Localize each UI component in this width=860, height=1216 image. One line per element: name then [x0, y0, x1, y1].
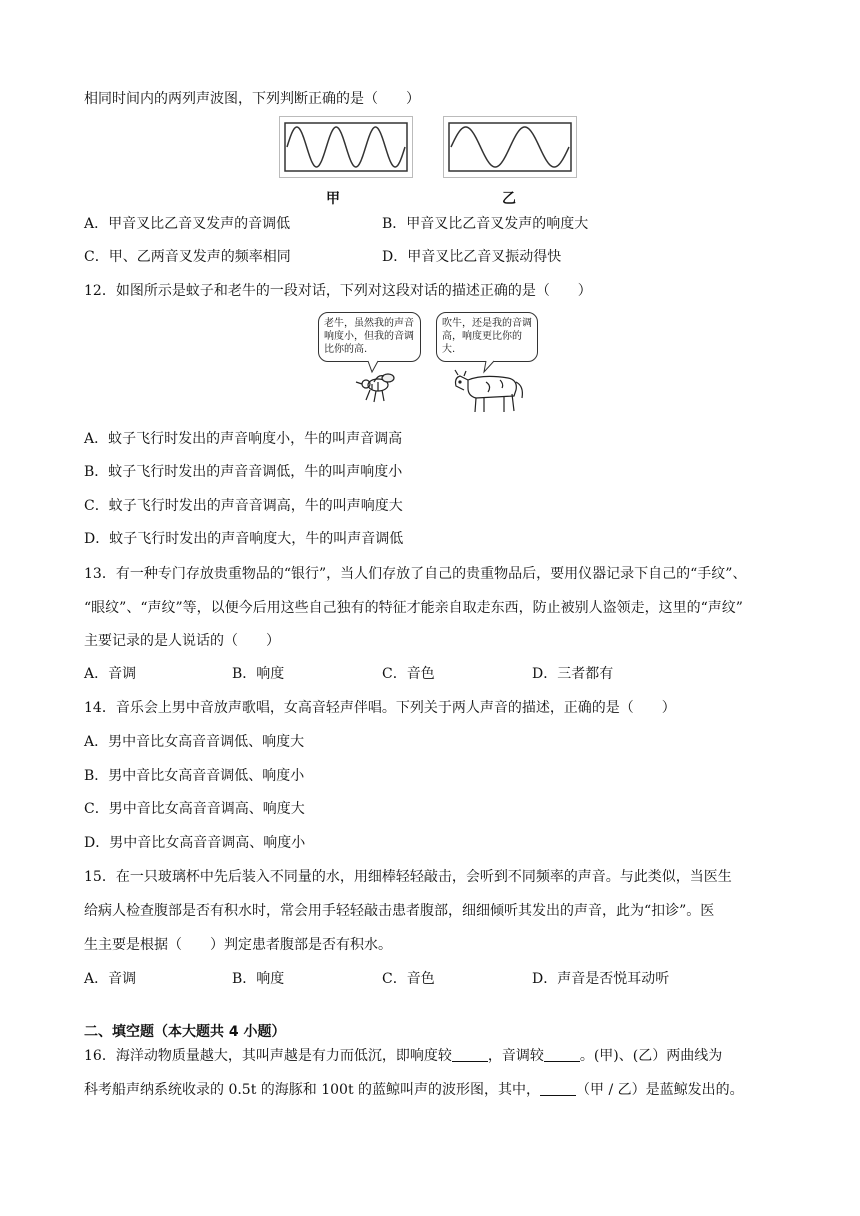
q11-option-a[interactable]: A．甲音叉比乙音叉发声的音调低 [84, 216, 291, 232]
q16-text-3: 。(甲)、(乙）两曲线为 [579, 1048, 723, 1064]
cow-icon [455, 370, 522, 412]
mosquito-cow-illustration [318, 312, 540, 416]
q13-option-b[interactable]: B．响度 [232, 666, 285, 682]
q11-stem: 相同时间内的两列声波图，下列判断正确的是（ ） [84, 91, 420, 107]
q16-text-2: ，音调较 [487, 1048, 544, 1064]
q11-option-b[interactable]: B．甲音叉比乙音叉发声的响度大 [382, 216, 589, 232]
q11-option-d[interactable]: D．甲音叉比乙音叉振动得快 [382, 249, 562, 265]
q12-option-b[interactable]: B．蚊子飞行时发出的声音音调低，牛的叫声响度小 [84, 464, 403, 480]
cow-speech-bubble: 吹牛，还是我的音调高，响度更比你的大. [436, 312, 538, 362]
q13-stem-line1: 13．有一种专门存放贵重物品的“银行”，当人们存放了自己的贵重物品后，要用仪器记录下自己的“手纹”、 [84, 566, 747, 582]
q14-option-a[interactable]: A．男中音比女高音音调低、响度大 [84, 734, 305, 750]
q15-option-c[interactable]: C．音色 [382, 971, 435, 987]
answer-blank-2[interactable] [544, 1047, 580, 1062]
q14-option-b[interactable]: B．男中音比女高音音调低、响度小 [84, 768, 305, 784]
q12-stem: 12．如图所示是蚊子和老牛的一段对话，下列对这段对话的描述正确的是（ ） [84, 283, 592, 299]
q12-option-d[interactable]: D．蚊子飞行时发出的声音响度大，牛的叫声音调低 [84, 531, 404, 547]
q15-option-d[interactable]: D．声音是否悦耳动听 [532, 971, 670, 987]
mosquito-speech-bubble: 老牛，虽然我的声音响度小，但我的音调比你的高. [318, 312, 421, 362]
q12-option-c[interactable]: C．蚊子飞行时发出的声音音调高，牛的叫声响度大 [84, 498, 403, 514]
q12-option-a[interactable]: A．蚊子飞行时发出的声音响度小，牛的叫声音调高 [84, 431, 403, 447]
q13-option-a[interactable]: A．音调 [84, 666, 137, 682]
q16-text-5: （甲 / 乙）是蓝鲸发出的。 [576, 1082, 744, 1098]
q13-option-d[interactable]: D．三者都有 [532, 666, 614, 682]
section-heading: 二、填空题（本大题共 4 小题） [84, 1024, 286, 1040]
q16-stem-line2 [84, 1081, 744, 1099]
q15-stem-line1: 15．在一只玻璃杯中先后装入不同量的水，用细棒轻轻敲击，会听到不同频率的声音。与此类似，当医生 [84, 869, 732, 885]
q16-text-4: 科考船声纳系统收录的 0.5t 的海豚和 100t 的蓝鲸叫声的波形图，其中， [84, 1082, 541, 1098]
q15-option-a[interactable]: A．音调 [84, 971, 137, 987]
wave-figure-b [443, 116, 577, 178]
q15-stem-line3: 生主要是根据（ ）判定患者腹部是否有积水。 [84, 937, 392, 953]
q13-stem-line2: “眼纹”、“声纹”等，以便今后用这些自己独有的特征才能亲自取走东西，防止被别人盗领走，这里的“声纹” [84, 600, 743, 616]
wave-figure-a [279, 116, 413, 178]
q13-option-c[interactable]: C．音色 [382, 666, 435, 682]
answer-blank-3[interactable] [540, 1081, 576, 1096]
mosquito-icon [356, 374, 394, 402]
q14-stem: 14．音乐会上男中音放声歌唱，女高音轻声伴唱。下列关于两人声音的描述，正确的是（ ） [84, 700, 676, 716]
q11-option-c[interactable]: C．甲、乙两音叉发声的频率相同 [84, 249, 291, 265]
q14-option-c[interactable]: C．男中音比女高音音调高、响度大 [84, 801, 305, 817]
q14-option-d[interactable]: D．男中音比女高音音调高、响度小 [84, 835, 306, 851]
q13-stem-line3: 主要记录的是人说话的（ ） [84, 633, 280, 649]
q16-stem-line1 [84, 1047, 722, 1065]
q16-text-1: 16．海洋动物质量越大，其叫声越是有力而低沉，即响度较 [84, 1048, 452, 1064]
wave-label-a: 甲 [326, 191, 340, 207]
q15-stem-line2: 给病人检查腹部是否有积水时，常会用手轻轻敲击患者腹部，细细倾听其发出的声音，此为“扣诊”。医 [84, 903, 715, 919]
answer-blank-1[interactable] [452, 1047, 488, 1062]
q15-option-b[interactable]: B．响度 [232, 971, 285, 987]
wave-label-b: 乙 [502, 191, 516, 207]
